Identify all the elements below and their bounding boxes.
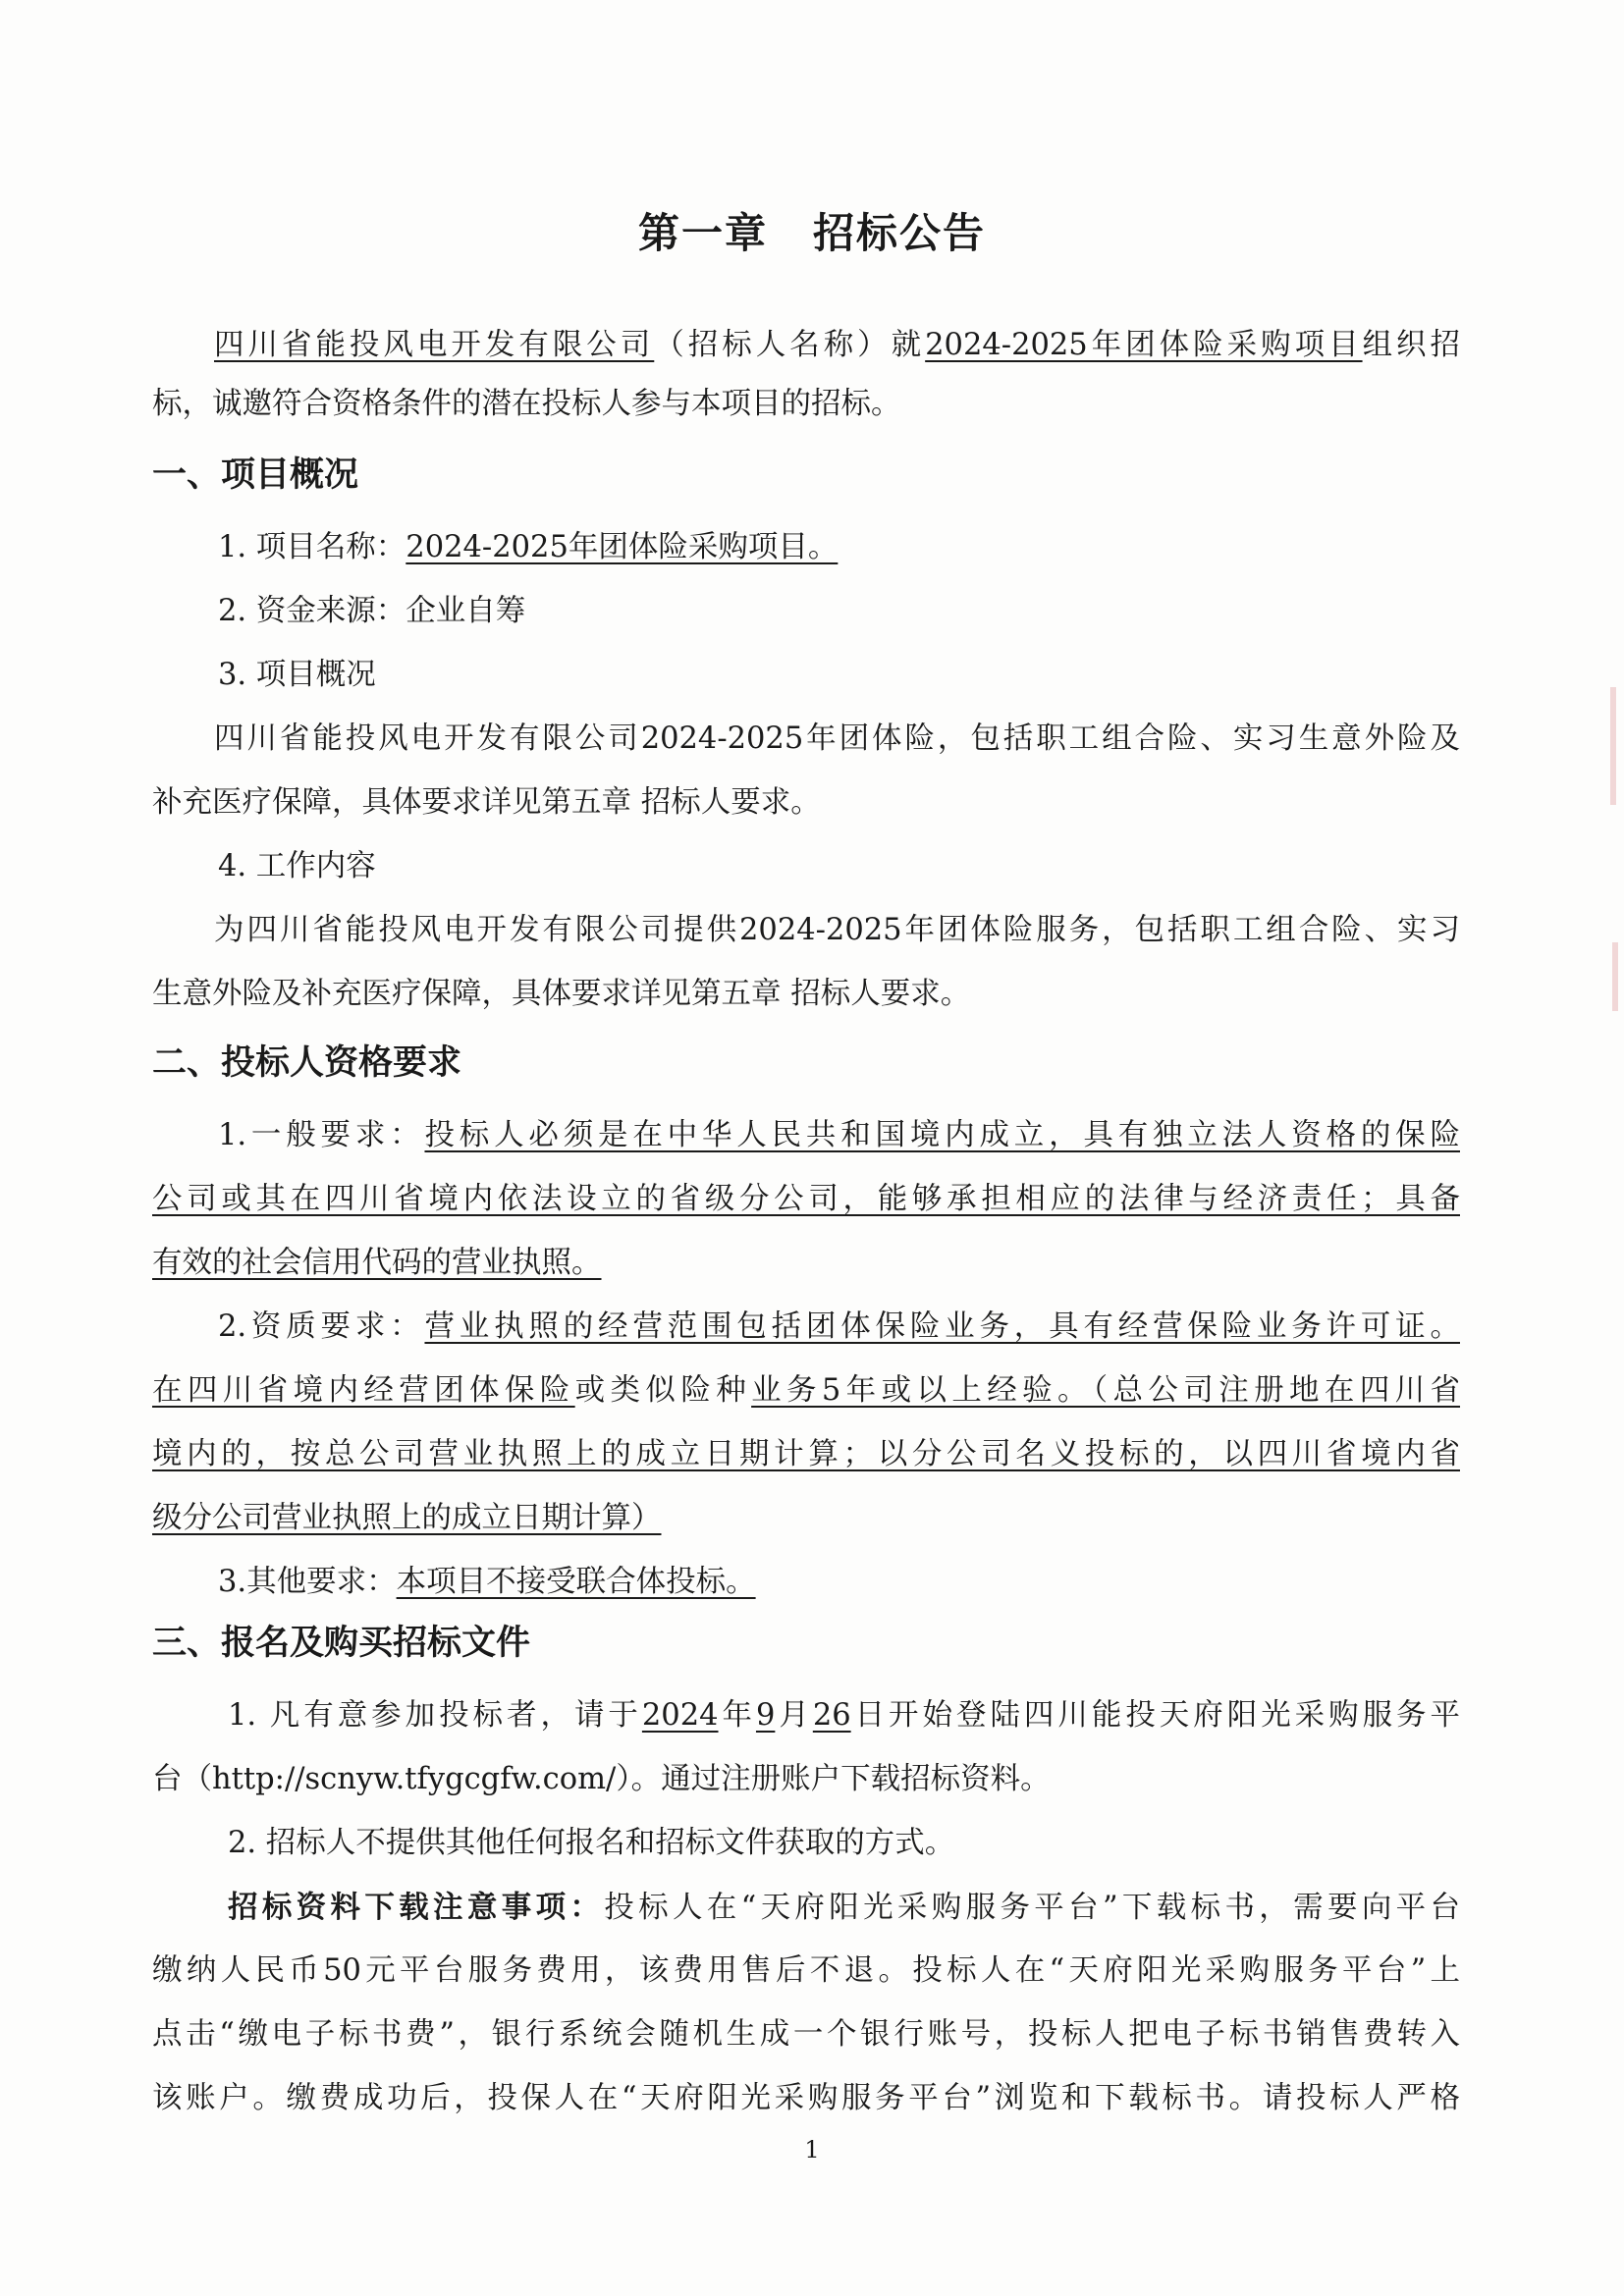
section1-heading: 一、项目概况 [152, 454, 359, 495]
other-req: 3.其他要求：本项目不接受联合体投标。 [218, 1565, 756, 1599]
intro-line-1: 四川省能投风电开发有限公司（招标人名称）就2024-2025年团体险采购项目组织招 [214, 328, 1461, 362]
seal-edge-mark [1612, 942, 1618, 1011]
section3-heading: 三、报名及购买招标文件 [152, 1623, 531, 1663]
download-notice-line-4: 该账户。缴费成功后，投保人在“天府阳光采购服务平台”浏览和下载标书。请投标人严格 [152, 2081, 1460, 2115]
overview-line-2: 补充医疗保障，具体要求详见第五章 招标人要求。 [152, 785, 821, 820]
registration-line-1: 1. 凡有意参加投标者，请于2024年9月26日开始登陆四川能投天府阳光采购服务平 [228, 1698, 1461, 1733]
qualification-req-line-1: 2.资质要求：营业执照的经营范围包括团体保险业务，具有经营保险业务许可证。 [218, 1309, 1460, 1344]
qualification-req-line-2: 在四川省境内经营团体保险或类似险种业务5年或以上经验。（总公司注册地在四川省 [152, 1373, 1461, 1408]
registration-item-2: 2. 招标人不提供其他任何报名和招标文件获取的方式。 [228, 1826, 955, 1860]
overview-line-1: 四川省能投风电开发有限公司2024-2025年团体险，包括职工组合险、实习生意外险及 [214, 721, 1460, 756]
funding-source: 2. 资金来源：企业自筹 [218, 594, 526, 628]
intro-line-2: 标，诚邀符合资格条件的潜在投标人参与本项目的招标。 [152, 387, 901, 421]
general-req-line-1: 1.一般要求：投标人必须是在中华人民共和国境内成立，具有独立法人资格的保险 [218, 1118, 1460, 1152]
section2-heading: 二、投标人资格要求 [152, 1042, 462, 1083]
general-req-line-3: 有效的社会信用代码的营业执照。 [152, 1246, 602, 1280]
download-notice-line-2: 缴纳人民币50元平台服务费用，该费用售后不退。投标人在“天府阳光采购服务平台”上 [152, 1953, 1460, 1988]
qualification-req-line-4: 级分公司营业执照上的成立日期计算） [152, 1501, 662, 1535]
work-line-2: 生意外险及补充医疗保障，具体要求详见第五章 招标人要求。 [152, 977, 971, 1011]
work-line-1: 为四川省能投风电开发有限公司提供2024-2025年团体险服务，包括职工组合险、实习 [214, 913, 1460, 947]
chapter-title: 第一章 招标公告 [637, 209, 987, 257]
download-notice-line-3: 点击“缴电子标书费”，银行系统会随机生成一个银行账号，投标人把电子标书销售费转入 [152, 2017, 1460, 2052]
project-name: 1. 项目名称：2024-2025年团体险采购项目。 [218, 530, 839, 564]
seal-edge-mark [1610, 687, 1616, 805]
registration-line-2: 台（http://scnyw.tfygcgfw.com/）。通过注册账户下载招标资料。 [152, 1762, 1051, 1796]
qualification-req-line-3: 境内的，按总公司营业执照上的成立日期计算；以分公司名义投标的，以四川省境内省 [152, 1437, 1460, 1471]
general-req-line-2: 公司或其在四川省境内依法设立的省级分公司，能够承担相应的法律与经济责任；具备 [152, 1182, 1460, 1216]
work-content-label: 4. 工作内容 [218, 849, 376, 883]
overview-label: 3. 项目概况 [218, 658, 376, 692]
download-notice-line-1: 招标资料下载注意事项：投标人在“天府阳光采购服务平台”下载标书，需要向平台 [228, 1890, 1460, 1925]
page-number: 1 [804, 2136, 820, 2163]
